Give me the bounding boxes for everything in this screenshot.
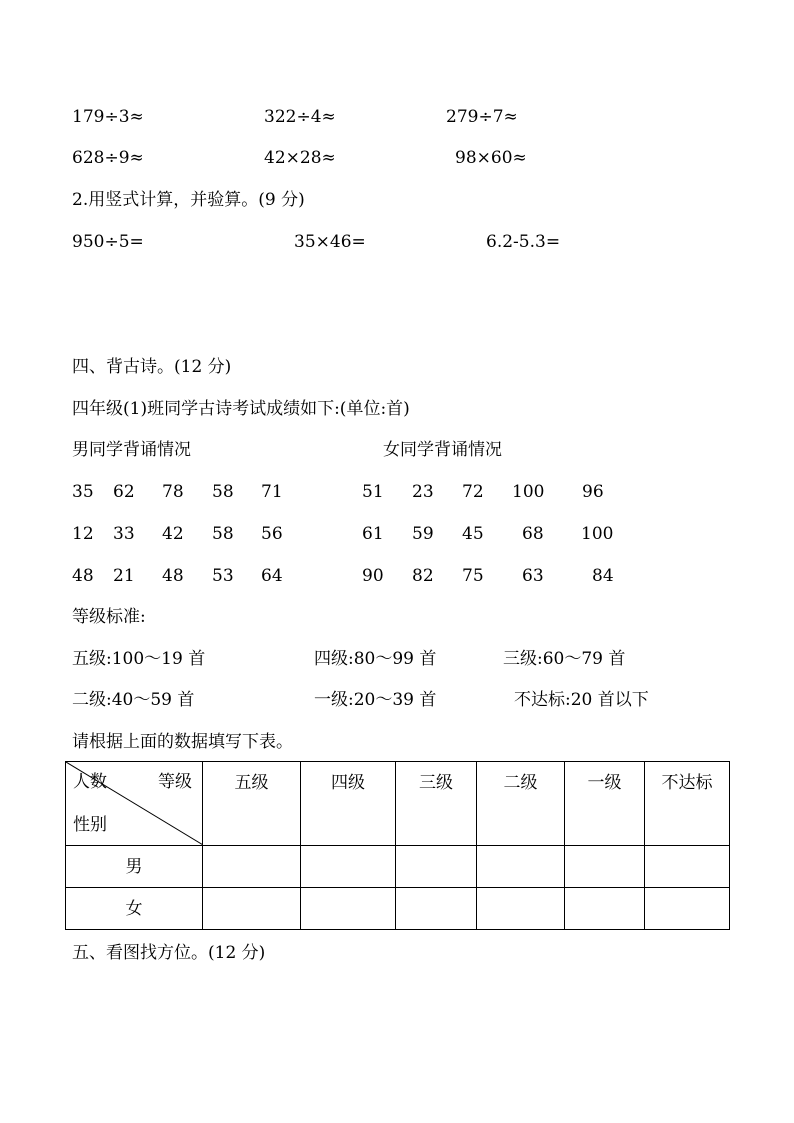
boys-score: 21 — [113, 566, 135, 586]
answer-cell[interactable] — [477, 846, 565, 888]
girls-score: 75 — [462, 566, 484, 586]
girls-score: 23 — [412, 482, 434, 502]
level-header: 五级 — [203, 762, 301, 846]
vertical-calc-2: 35×46= — [294, 232, 366, 252]
boys-score: 42 — [162, 524, 184, 544]
answer-cell[interactable] — [301, 846, 396, 888]
estimate-problem-3: 279÷7≈ — [446, 107, 518, 127]
answer-cell[interactable] — [565, 846, 645, 888]
boys-score: 64 — [261, 566, 283, 586]
girls-score: 51 — [362, 482, 384, 502]
estimate-problem-5: 42×28≈ — [264, 148, 336, 168]
level-header: 四级 — [301, 762, 396, 846]
boys-score: 48 — [72, 566, 94, 586]
girls-score: 68 — [522, 524, 544, 544]
estimate-problem-6: 98×60≈ — [455, 148, 527, 168]
boys-score: 71 — [261, 482, 283, 502]
girls-score: 63 — [522, 566, 544, 586]
row-label-male: 男 — [66, 846, 203, 888]
standard-level-4: 四级:80～99 首 — [314, 649, 437, 669]
section-4-title: 四、背古诗。(12 分) — [72, 357, 232, 377]
level-header: 不达标 — [645, 762, 730, 846]
boys-score: 35 — [72, 482, 94, 502]
girls-score: 96 — [582, 482, 604, 502]
boys-score: 58 — [212, 482, 234, 502]
standard-level-3: 三级:60～79 首 — [503, 649, 626, 669]
answer-cell[interactable] — [645, 846, 730, 888]
standard-level-2: 二级:40～59 首 — [72, 690, 195, 710]
vertical-calc-3: 6.2-5.3= — [486, 232, 561, 252]
estimate-problem-4: 628÷9≈ — [72, 148, 144, 168]
corner-gender-label: 性别 — [73, 815, 107, 835]
level-header: 一级 — [565, 762, 645, 846]
standard-level-1: 一级:20～39 首 — [314, 690, 437, 710]
vertical-calc-1: 950÷5= — [72, 232, 144, 252]
level-header: 二级 — [477, 762, 565, 846]
answer-cell[interactable] — [645, 888, 730, 930]
estimate-problem-2: 322÷4≈ — [264, 107, 336, 127]
girls-score: 100 — [581, 524, 614, 544]
section-5-title: 五、看图找方位。(12 分) — [72, 943, 266, 963]
answer-cell[interactable] — [565, 888, 645, 930]
girls-score: 90 — [362, 566, 384, 586]
table-corner-cell — [66, 762, 203, 846]
standard-title: 等级标准: — [72, 607, 146, 627]
answer-cell[interactable] — [301, 888, 396, 930]
estimate-problem-1: 179÷3≈ — [72, 107, 144, 127]
poem-intro: 四年级(1)班同学古诗考试成绩如下:(单位:首) — [72, 399, 410, 419]
answer-cell[interactable] — [396, 888, 477, 930]
corner-count-label: 人数 — [73, 772, 107, 792]
boys-score: 78 — [162, 482, 184, 502]
boys-heading: 男同学背诵情况 — [72, 440, 191, 460]
girls-score: 45 — [462, 524, 484, 544]
standard-fail: 不达标:20 首以下 — [514, 690, 649, 710]
girls-score: 61 — [362, 524, 384, 544]
girls-score: 84 — [592, 566, 614, 586]
boys-score: 12 — [72, 524, 94, 544]
answer-cell[interactable] — [477, 888, 565, 930]
fill-instruction: 请根据上面的数据填写下表。 — [72, 732, 293, 752]
girls-score: 59 — [412, 524, 434, 544]
question-2-title: 2.用竖式计算，并验算。(9 分) — [72, 190, 305, 210]
girls-score: 82 — [412, 566, 434, 586]
answer-cell[interactable] — [203, 888, 301, 930]
girls-heading: 女同学背诵情况 — [383, 440, 502, 460]
girls-score: 100 — [512, 482, 545, 502]
boys-score: 58 — [212, 524, 234, 544]
grade-table — [65, 761, 730, 930]
corner-level-label: 等级 — [158, 772, 192, 792]
level-header: 三级 — [396, 762, 477, 846]
boys-score: 56 — [261, 524, 283, 544]
row-label-female: 女 — [66, 888, 203, 930]
boys-score: 53 — [212, 566, 234, 586]
girls-score: 72 — [462, 482, 484, 502]
boys-score: 48 — [162, 566, 184, 586]
standard-level-5: 五级:100～19 首 — [72, 649, 206, 669]
boys-score: 62 — [113, 482, 135, 502]
answer-cell[interactable] — [396, 846, 477, 888]
boys-score: 33 — [113, 524, 135, 544]
answer-cell[interactable] — [203, 846, 301, 888]
